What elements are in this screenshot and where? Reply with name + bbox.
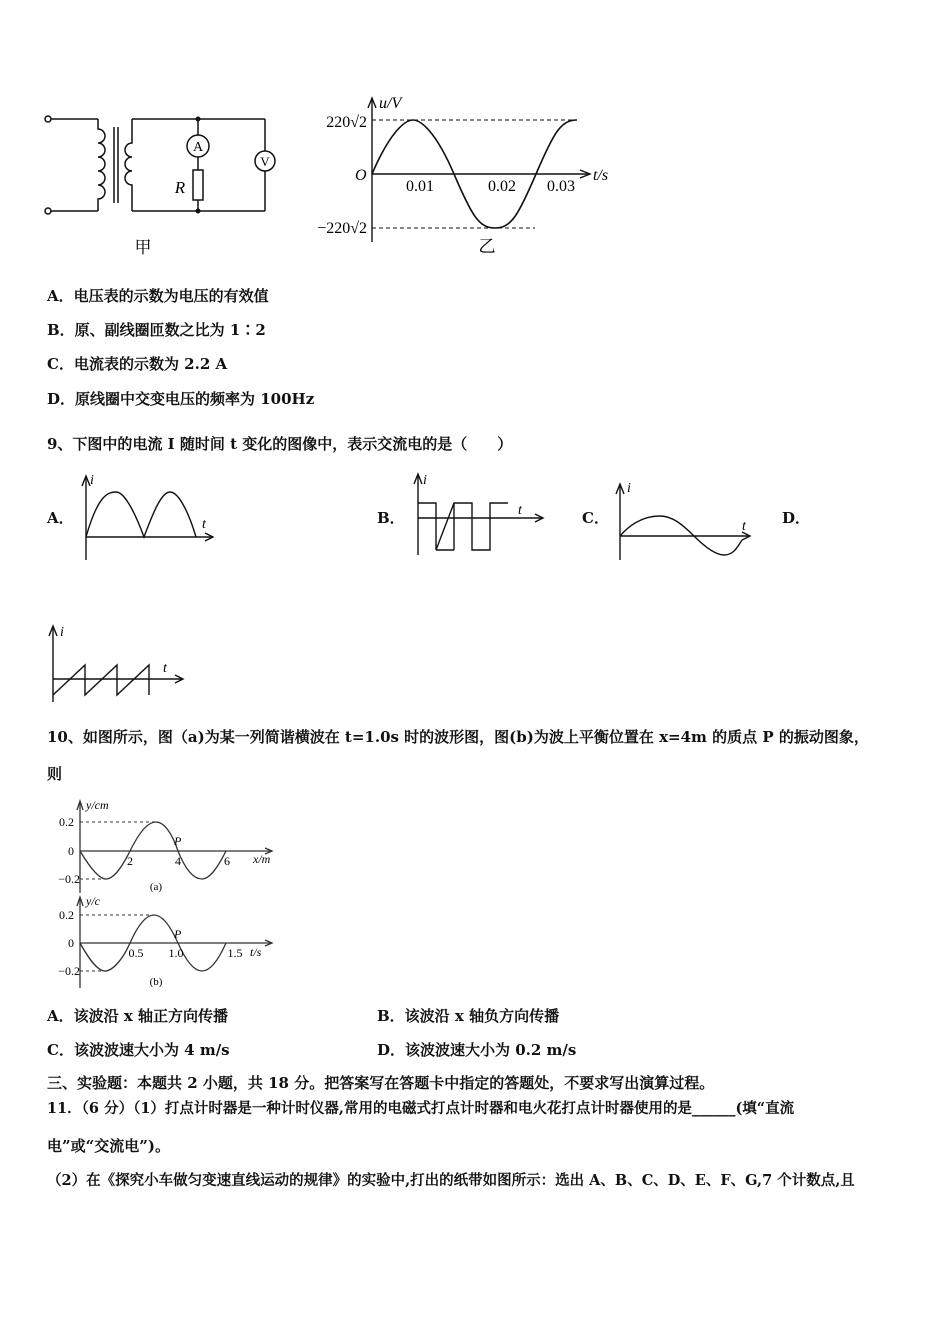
u-max-label: 220√2 [326,114,367,131]
wave-a-y-label: y/cm [86,798,109,812]
q9a-axis-t: t [202,517,206,532]
voltmeter-label: V [260,154,270,169]
q10-option-c: C．该波波速大小为 4 m/s [47,1041,230,1059]
transformer-circuit-figure [40,105,290,265]
u-min-label: −220√2 [317,220,367,237]
q9c-axis-i: i [627,481,631,496]
wave-a-ymax: 0.2 [59,815,74,829]
resistor-label: R [174,178,186,197]
q8-option-b: B．原、副线圈匝数之比为 1∶2 [47,321,266,339]
q9-label-c: C． [582,509,609,527]
q10-option-d: D．该波波速大小为 0.2 m/s [377,1041,577,1059]
figure-caption-yi: 乙 [478,237,496,256]
wave-a-ymin: −0.2 [58,872,80,886]
voltage-waveform-figure [295,92,625,262]
q11-line2: 电”或“交流电”)。 [47,1137,170,1155]
wave-a-origin: 0 [68,844,74,858]
t-tick-1: 0.01 [406,178,434,195]
wave-a-x-label: x/m [253,852,271,866]
q9-stem: 9、下图中的电流 I 随时间 t 变化的图像中，表示交流电的是（ ） [47,435,513,453]
vib-b-tick-10: 1.0 [168,946,184,960]
wave-a-tick-2: 2 [127,854,133,868]
q9a-axis-i: i [90,473,94,488]
q9b-axis-t: t [518,503,522,518]
wave-a-tick-6: 6 [224,854,230,868]
vibration-graph-b [50,893,290,993]
q8-option-c: C．电流表的示数为 2.2 A [47,355,228,373]
vib-b-origin: 0 [68,936,74,950]
wave-a-point-p: P [174,834,182,848]
q9-graph-a [78,470,223,565]
q9d-axis-t: t [163,661,167,676]
q9-graph-d [45,620,190,705]
vib-b-ymax: 0.2 [59,908,74,922]
q8-option-d: D．原线圈中交变电压的频率为 100Hz [47,390,315,408]
vib-b-point-p: P [174,927,182,941]
q10-option-b: B．该波沿 x 轴负方向传播 [377,1007,560,1025]
q10-stem-line1: 10、如图所示，图（a)为某一列简谐横波在 t=1.0s 时的波形图，图(b)为波上平衡位置在 x=4m 的质点 P 的振动图象， [47,728,869,746]
q8-option-a: A．电压表的示数为电压的有效值 [47,287,269,305]
q9-label-d: D． [782,509,811,527]
q9-label-b: B． [377,509,405,527]
q11-line1: 11．（6 分）（1）打点计时器是一种计时仪器,常用的电磁式打点计时器和电火花打点计时器使用的是______(填“直流 [47,1100,795,1117]
t-axis-label: t/s [593,167,609,184]
figure-caption-jia: 甲 [134,238,152,257]
q10-stem-line2: 则 [47,765,63,783]
t-tick-3: 0.03 [547,178,575,195]
vib-b-ymin: −0.2 [58,964,80,978]
wave-a-tick-4: 4 [175,854,181,868]
section3-heading: 三、实验题：本题共 2 小题，共 18 分。把答案写在答题卡中指定的答题处，不要求写出演算过程。 [47,1074,715,1092]
q9-graph-c [612,478,757,563]
origin-label: O [355,167,367,184]
q9-graph-b [408,470,548,560]
wave-a-caption: (a) [149,881,163,893]
vib-b-tick-05: 0.5 [128,946,144,960]
vib-b-tick-15: 1.5 [227,946,243,960]
q10-option-a: A．该波沿 x 轴正方向传播 [47,1007,229,1025]
y-axis-label-u: u/V [379,95,402,112]
vib-b-y-label: y/c [86,894,100,908]
wave-graph-a [50,795,290,900]
q9-label-a: A． [47,509,74,527]
q11-line3: （2）在《探究小车做匀变速直线运动的规律》的实验中,打出的纸带如图所示：选出 A、B、C、D、E、F、G,7 个计数点,且 [47,1172,855,1189]
vib-b-caption: (b) [149,976,163,988]
t-tick-2: 0.02 [488,178,516,195]
vib-b-x-label: t/s [250,945,262,959]
ammeter-label: A [192,140,204,155]
q9c-axis-t: t [742,519,746,534]
q9b-axis-i: i [423,473,427,488]
q9d-axis-i: i [60,625,64,640]
